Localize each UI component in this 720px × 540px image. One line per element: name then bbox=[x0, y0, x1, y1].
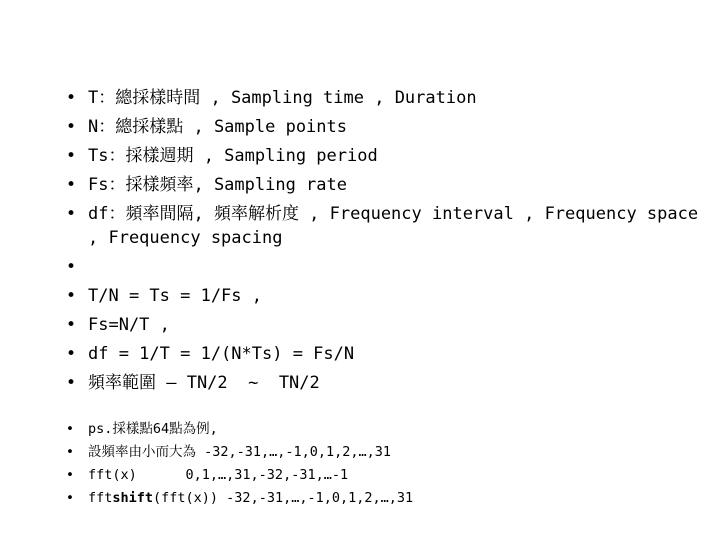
bullet-text: N：總採樣點 , Sample points bbox=[88, 117, 347, 137]
bullet-item-sampling-rate bbox=[62, 173, 702, 197]
bullet-dot: • bbox=[66, 421, 74, 437]
bullet-dot: • bbox=[66, 315, 77, 335]
bullet-dot: • bbox=[66, 444, 74, 460]
bullet-text: Fs：採樣頻率, Sampling rate bbox=[88, 175, 347, 195]
bullet-item-formula-period bbox=[62, 284, 702, 308]
bullet-item-frequency-interval bbox=[62, 202, 709, 250]
bullet-text: 頻率範圍 – TN/2 ~ TN/2 bbox=[88, 373, 320, 393]
bullet-item-empty bbox=[62, 255, 702, 279]
bullet-text: Ts：採樣週期 , Sampling period bbox=[88, 146, 378, 166]
bullet-item-frequency-range bbox=[62, 371, 702, 395]
bullet-dot: • bbox=[66, 117, 77, 137]
bullet-text: df = 1/T = 1/(N*Ts) = Fs/N bbox=[88, 344, 355, 364]
example-notes-list bbox=[62, 420, 702, 512]
bullet-item-formula-rate bbox=[62, 313, 702, 337]
note-text: fft(x) 0,1,…,31,-32,-31,…-1 bbox=[88, 467, 349, 483]
bullet-item-sampling-period bbox=[62, 144, 702, 168]
note-text: 設頻率由小而大為 -32,-31,…,-1,0,1,2,…,31 bbox=[88, 444, 392, 460]
bullet-dot: • bbox=[66, 286, 77, 306]
note-text: ps.採樣點64點為例, bbox=[88, 421, 218, 437]
bullet-dot: • bbox=[66, 467, 74, 483]
bullet-dot: • bbox=[66, 204, 77, 224]
note-item-fft bbox=[62, 466, 702, 485]
note-item-frequency-order bbox=[62, 443, 702, 462]
note-item-fftshift bbox=[62, 489, 702, 508]
bullet-dot: • bbox=[66, 175, 77, 195]
bullet-text: Fs=N/T , bbox=[88, 315, 170, 335]
bullet-dot: • bbox=[66, 146, 77, 166]
bullet-dot: • bbox=[66, 88, 77, 108]
bullet-item-duration bbox=[62, 86, 702, 110]
note-item-example bbox=[62, 420, 702, 439]
bullet-dot: • bbox=[66, 373, 77, 393]
bullet-text: T：總採樣時間 , Sampling time , Duration bbox=[88, 88, 477, 108]
definition-bullet-list bbox=[62, 86, 709, 400]
bullet-dot: • bbox=[66, 257, 77, 277]
note-text-prefix: fft bbox=[88, 490, 113, 506]
note-text-suffix: (fft(x)) -32,-31,…,-1,0,1,2,…,31 bbox=[153, 490, 414, 506]
bullet-dot: • bbox=[66, 490, 74, 506]
bullet-text: df：頻率間隔, 頻率解析度 , Frequency interval , Frequency space , Frequency spacing bbox=[88, 204, 709, 248]
bullet-item-sample-points bbox=[62, 115, 702, 139]
bullet-dot: • bbox=[66, 344, 77, 364]
bullet-text: T/N = Ts = 1/Fs , bbox=[88, 286, 262, 306]
note-text-bold: shift bbox=[112, 490, 154, 506]
bullet-item-formula-df bbox=[62, 342, 702, 366]
